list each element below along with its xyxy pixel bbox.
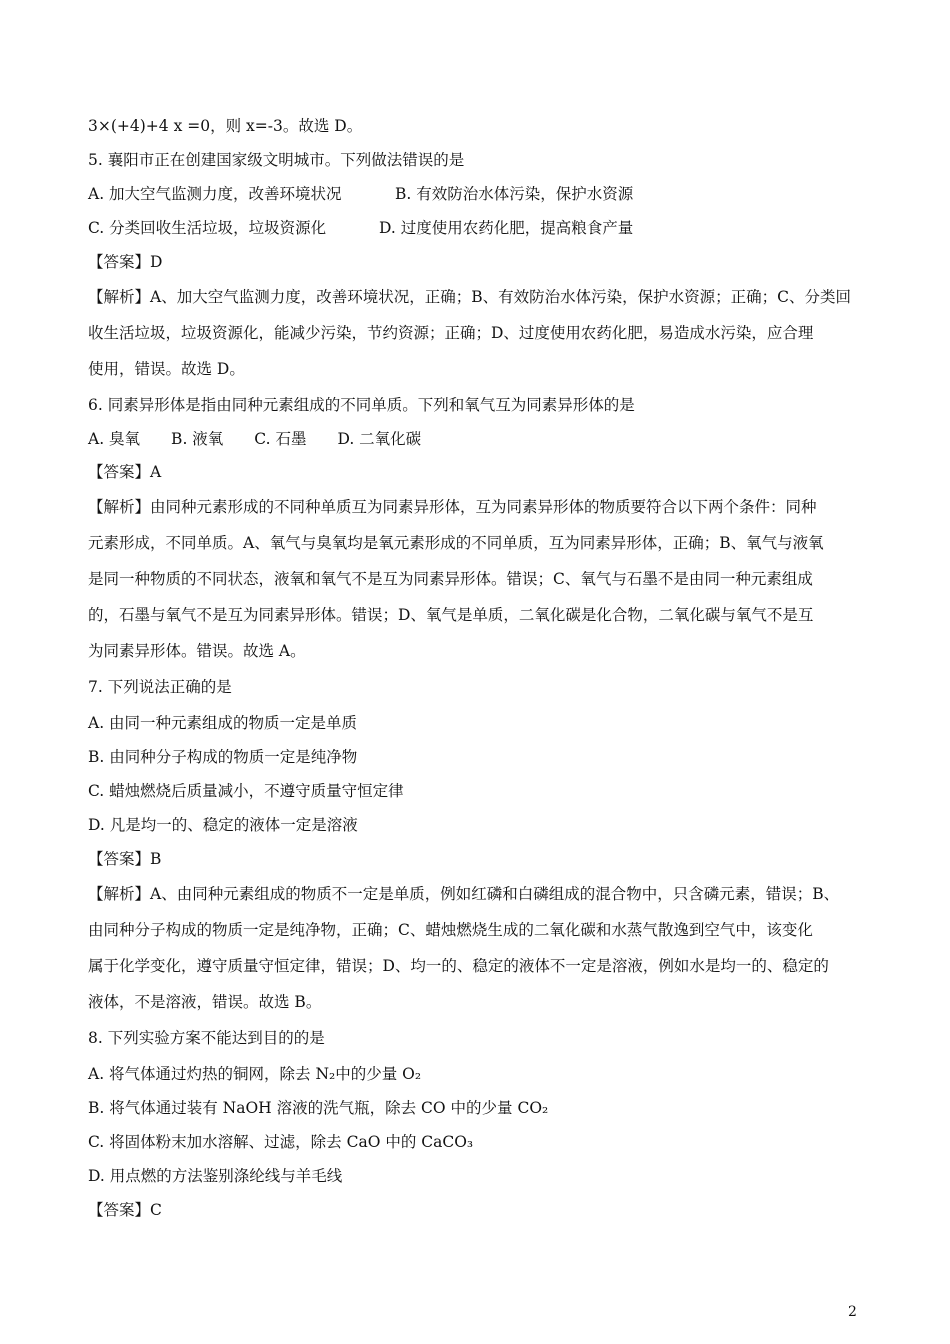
question-5-options-row-1 — [88, 184, 634, 204]
question-7-option-a: A. 由同一种元素组成的物质一定是单质 — [88, 714, 358, 732]
answer-line: 【答案】D — [88, 253, 163, 271]
text-line: 3×(+4)+4 x =0，则 x=-3。故选 D。 — [88, 117, 363, 135]
question-8-option-a: A. 将气体通过灼热的铜网，除去 N₂中的少量 O₂ — [88, 1065, 422, 1083]
answer-line: 【答案】C — [88, 1201, 162, 1219]
option-d: D. 过度使用农药化肥，提高粮食产量 — [379, 219, 634, 237]
answer-line: 【答案】B — [88, 850, 162, 868]
explanation-line: 的，石墨与氧气不是互为同素异形体。错误；D、氧气是单质，二氧化碳是化合物，二氧化碳与氧气不是互 — [88, 606, 814, 624]
question-8-option-d: D. 用点燃的方法鉴别涤纶线与羊毛线 — [88, 1167, 343, 1185]
question-8-option-c: C. 将固体粉末加水溶解、过滤，除去 CaO 中的 CaCO₃ — [88, 1133, 474, 1151]
question-7-option-d: D. 凡是均一的、稳定的液体一定是溶液 — [88, 816, 358, 834]
explanation-line: 由同种分子构成的物质一定是纯净物，正确；C、蜡烛燃烧生成的二氧化碳和水蒸气散逸到空气中，该变化 — [88, 921, 813, 939]
explanation-line: 属于化学变化，遵守质量守恒定律，错误；D、均一的、稳定的液体不一定是溶液，例如水是均一的、稳定的 — [88, 957, 829, 975]
question-7-option-b: B. 由同种分子构成的物质一定是纯净物 — [88, 748, 358, 766]
explanation-line: 使用，错误。故选 D。 — [88, 360, 245, 378]
question-6-options: A. 臭氧 B. 液氧 C. 石墨 D. 二氧化碳 — [88, 430, 422, 448]
question-7-option-c: C. 蜡烛燃烧后质量减小，不遵守质量守恒定律 — [88, 782, 404, 800]
answer-line: 【答案】A — [88, 463, 162, 481]
option-c: C. 分类回收生活垃圾，垃圾资源化 — [88, 219, 327, 237]
question-8-option-b: B. 将气体通过装有 NaOH 溶液的洗气瓶，除去 CO 中的少量 CO₂ — [88, 1099, 549, 1117]
question-8-stem: 8. 下列实验方案不能达到目的的是 — [88, 1029, 325, 1047]
question-7-stem: 7. 下列说法正确的是 — [88, 678, 232, 696]
explanation-line: 是同一种物质的不同状态，液氧和氧气不是互为同素异形体。错误；C、氧气与石墨不是由同一种元素组成 — [88, 570, 813, 588]
explanation-line: 【解析】由同种元素形成的不同种单质互为同素异形体，互为同素异形体的物质要符合以下两个条件：同种 — [88, 498, 817, 516]
option-b: B. 有效防治水体污染，保护水资源 — [395, 185, 634, 203]
explanation-line: 【解析】A、加大空气监测力度，改善环境状况，正确；B、有效防治水体污染，保护水资源；正确；C、分类回 — [88, 288, 851, 306]
question-5-options-row-2 — [88, 218, 634, 238]
page-number: 2 — [848, 1304, 857, 1320]
explanation-line: 收生活垃圾，垃圾资源化，能减少污染，节约资源；正确；D、过度使用农药化肥，易造成水污染，应合理 — [88, 324, 814, 342]
explanation-line: 液体，不是溶液，错误。故选 B。 — [88, 993, 322, 1011]
option-a: A. 加大空气监测力度，改善环境状况 — [88, 185, 342, 203]
explanation-line: 为同素异形体。错误。故选 A。 — [88, 642, 306, 660]
explanation-line: 【解析】A、由同种元素组成的物质不一定是单质，例如红磷和白磷组成的混合物中，只含磷元素，错误；B、 — [88, 885, 840, 903]
question-5-stem: 5. 襄阳市正在创建国家级文明城市。下列做法错误的是 — [88, 151, 465, 169]
explanation-line: 元素形成，不同单质。A、氧气与臭氧均是氧元素形成的不同单质，互为同素异形体，正确；B、氧气与液氧 — [88, 534, 824, 552]
question-6-stem: 6. 同素异形体是指由同种元素组成的不同单质。下列和氧气互为同素异形体的是 — [88, 396, 635, 414]
